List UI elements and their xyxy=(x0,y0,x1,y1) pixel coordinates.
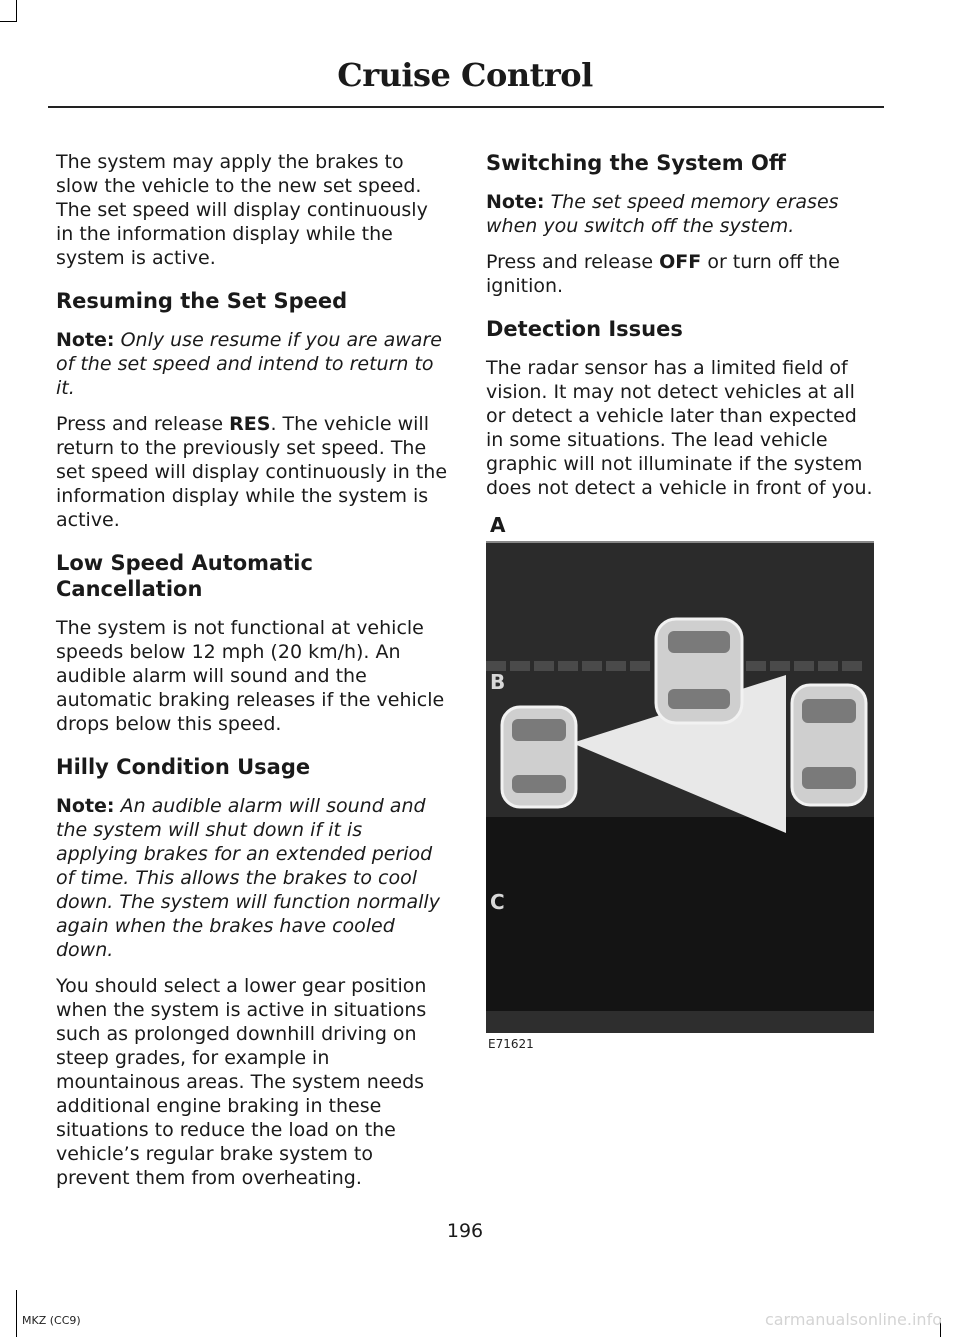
heading-resuming-set-speed: Resuming the Set Speed xyxy=(56,289,348,313)
heading-switching-off: Switching the System Off xyxy=(486,151,786,175)
figure-code: E71621 xyxy=(488,1037,534,1051)
lead-vehicle xyxy=(792,685,866,805)
resume-text-after: . The vehicle will return to the previously set speed. The set speed will display continuously in the information display while the system is active. xyxy=(56,413,448,531)
intro-paragraph: The system may apply the brakes to slow the vehicle to the new set speed. The set speed will display continuously in the information display while the system is active. xyxy=(56,151,428,269)
note-label: Note: xyxy=(56,795,115,817)
own-vehicle xyxy=(502,707,576,807)
off-note xyxy=(486,190,878,238)
adjacent-vehicle xyxy=(656,619,742,723)
lower-panel xyxy=(486,817,874,1033)
header-rule xyxy=(48,106,884,108)
crop-mark-top-left xyxy=(16,0,17,22)
note-label: Note: xyxy=(56,329,115,351)
resume-note xyxy=(56,328,448,400)
watermark: carmanualsonline.info xyxy=(764,1310,942,1329)
low-speed-paragraph: The system is not functional at vehicle speeds below 12 mph (20 km/h). An audible alarm will sound and the automatic braking releases if the vehicle drops below this speed. xyxy=(56,617,445,735)
crop-mark-bottom-left xyxy=(16,1290,17,1337)
hilly-paragraph: You should select a lower gear position when the system is active in situations such as prolonged downhill driving on steep grades, for example in mountainous areas. The system needs additional engine braking in these situations to reduce the load on the vehicle’s regular brake system to prevent them from overheating. xyxy=(56,975,427,1189)
note-text: The set speed memory erases when you switch off the system. xyxy=(486,191,839,237)
figure-label-b: B xyxy=(490,670,506,694)
note-text: Only use resume if you are aware of the set speed and intend to return to it. xyxy=(56,329,442,399)
detection-paragraph: The radar sensor has a limited field of vision. It may not detect vehicles at all or detect a vehicle later than expected in some situations. The lead vehicle graphic will not illuminate if the system does not detect a vehicle in front of you. xyxy=(486,357,873,499)
note-label: Note: xyxy=(486,191,545,213)
resume-text-before: Press and release xyxy=(56,413,230,435)
res-keyword: RES xyxy=(229,413,271,435)
note-text: An audible alarm will sound and the system will shut down if it is applying brakes for an extended period of time. This allows the brakes to cool down. The system will function normally again when the brakes have cooled down. xyxy=(56,795,440,961)
off-text-before: Press and release xyxy=(486,251,660,273)
off-paragraph xyxy=(486,250,878,298)
right-column xyxy=(486,150,878,512)
heading-detection-issues: Detection Issues xyxy=(486,317,683,341)
off-keyword: OFF xyxy=(659,251,702,273)
figure-label-c: C xyxy=(490,890,505,914)
radar-detection-figure xyxy=(486,515,876,1055)
bottom-bar xyxy=(486,1011,874,1033)
off-text-after: or turn off the ignition. xyxy=(486,251,840,297)
radar-detection-illustration xyxy=(486,535,876,1055)
heading-hilly-condition: Hilly Condition Usage xyxy=(56,755,311,779)
heading-low-speed-cancellation: Low Speed Automatic Cancellation xyxy=(56,551,313,601)
page-header-title: Cruise Control xyxy=(337,56,593,94)
resume-paragraph xyxy=(56,412,448,532)
frame-top-line xyxy=(486,541,874,543)
figure-label-a: A xyxy=(490,513,506,537)
page-number: 196 xyxy=(446,1220,484,1242)
hilly-note xyxy=(56,794,448,962)
footer-model: MKZ (CC9) xyxy=(22,1314,81,1327)
left-column xyxy=(56,150,448,1202)
crop-mark-top-left-h xyxy=(0,21,16,22)
